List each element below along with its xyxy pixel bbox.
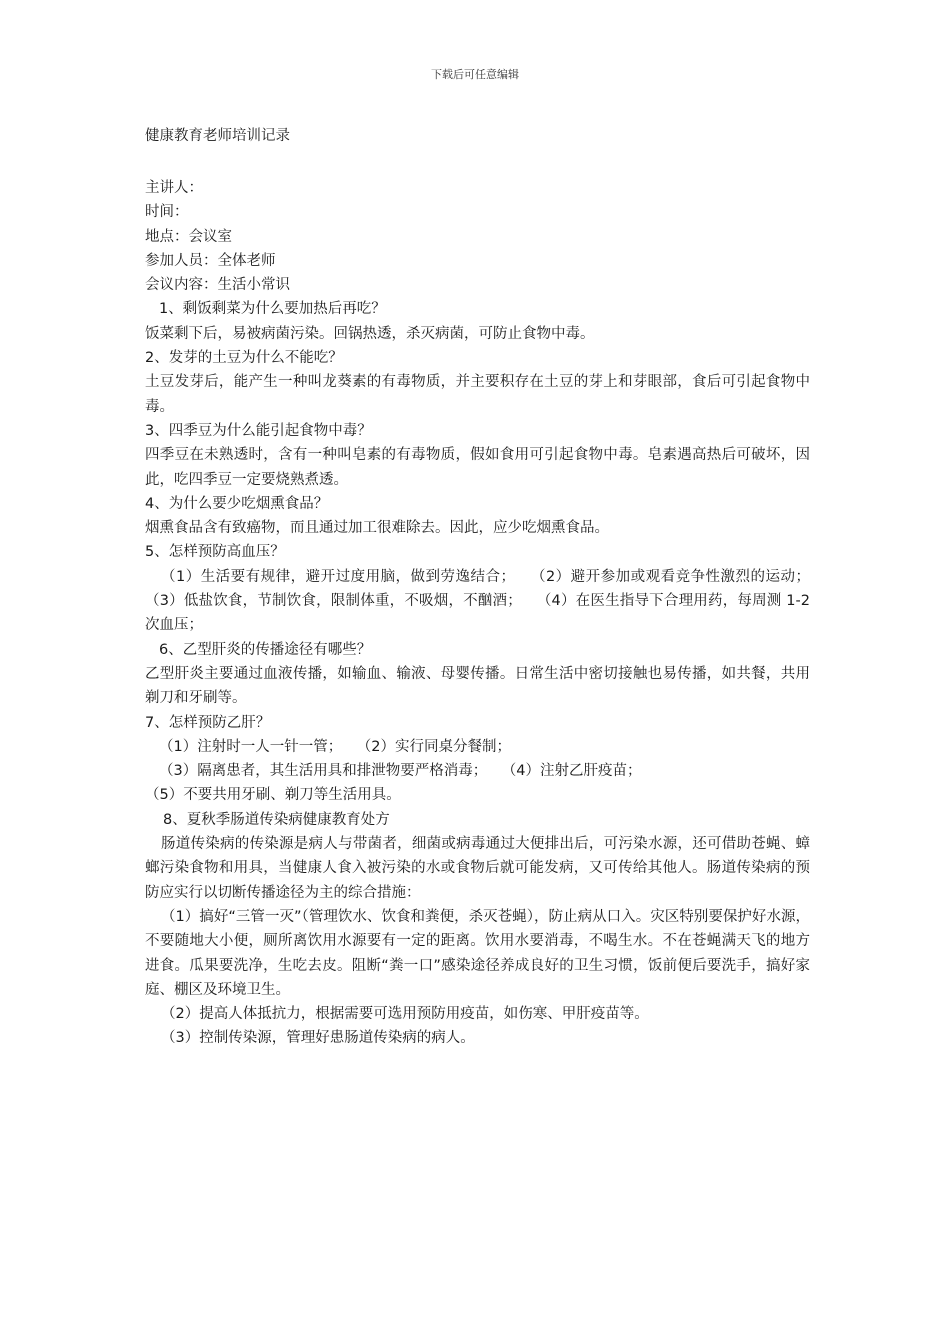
answer-7-part-3: （5）不要共用牙刷、剃刀等生活用具。	[145, 787, 401, 804]
document-body	[145, 124, 810, 1051]
question-6: 6、乙型肝炎的传播途径有哪些？	[159, 641, 372, 658]
answer-2: 土豆发芽后，能产生一种叫龙葵素的有毒物质，并主要积存在土豆的芽上和芽眼部，食后可引起食物中毒。	[145, 374, 810, 415]
answer-8-part-1: （1）搞好“三管一灭”（管理饮水、饮食和粪便，杀灭苍蝇），防止病从口入。灾区特别要保护好水源，不要随地大小便，厕所离饮用水源要有一定的距离。饮用水要消毒，不喝生水。不在苍蝇满天飞的地方进食。瓜果要洗净，生吃去皮。阻断“粪一口”感染途径养成良好的卫生习惯，饭前便后要洗手，搞好家庭、棚区及环境卫生。	[145, 908, 810, 998]
answer-7-part-2: （3）隔离患者，其生活用具和排泄物要严格消毒； （4）注射乙肝疫苗；	[159, 763, 642, 780]
answer-4: 烟熏食品含有致癌物，而且通过加工很难除去。因此，应少吃烟熏食品。	[145, 520, 609, 537]
question-3: 3、四季豆为什么能引起食物中毒？	[145, 422, 372, 439]
document-title: 健康教育老师培训记录	[145, 128, 290, 144]
answer-1: 饭菜剩下后，易被病菌污染。回锅热透，杀灭病菌，可防止食物中毒。	[145, 325, 595, 342]
answer-8-intro: 肠道传染病的传染源是病人与带菌者，细菌或病毒通过大便排出后，可污染水源，还可借助苍蝇、蟑螂污染食物和用具，当健康人食入被污染的水或食物后就可能发病，又可传给其他人。肠道传染病的预防应实行以切断传播途径为主的综合措施：	[145, 836, 810, 901]
question-4: 4、为什么要少吃烟熏食品？	[145, 495, 329, 512]
answer-5: （1）生活要有规律，避开过度用脑，做到劳逸结合； （2）避开参加或观看竞争性激烈的运动；（3）低盐饮食，节制饮食，限制体重，不吸烟，不酗酒； （4）在医生指导下合理用药，每周测 1-2 次血压；	[145, 568, 810, 634]
question-1: 1、剩饭剩菜为什么要加热后再吃？	[159, 301, 386, 318]
question-2: 2、发芽的土豆为什么不能吃？	[145, 350, 343, 367]
speaker-line: 主讲人：	[145, 180, 203, 196]
answer-7-part-1: （1）注射时一人一针一管； （2）实行同桌分餐制；	[159, 738, 511, 755]
place-line: 地点：会议室	[145, 228, 232, 245]
answer-8-part-3: （3）控制传染源，管理好患肠道传染病的病人。	[161, 1030, 475, 1047]
question-8: 8、夏秋季肠道传染病健康教育处方	[163, 811, 390, 828]
answer-6: 乙型肝炎主要通过血液传播，如输血、输液、母婴传播。日常生活中密切接触也易传播，如共餐，共用剃刀和牙刷等。	[145, 665, 810, 707]
page-header: 下载后可任意编辑	[431, 68, 519, 81]
question-5: 5、怎样预防高血压？	[145, 544, 285, 561]
answer-3: 四季豆在未熟透时，含有一种叫皂素的有毒物质，假如食用可引起食物中毒。皂素遇高热后可破坏，因此，吃四季豆一定要烧熟煮透。	[145, 447, 810, 488]
answer-8-part-2: （2）提高人体抵抗力，根据需要可选用预防用疫苗，如伤寒、甲肝疫苗等。	[161, 1006, 649, 1023]
meeting-content-line: 会议内容：生活小常识	[145, 277, 290, 294]
question-7: 7、怎样预防乙肝？	[145, 714, 271, 731]
time-line: 时间：	[145, 204, 189, 221]
attendees-line: 参加人员：全体老师	[145, 252, 276, 269]
